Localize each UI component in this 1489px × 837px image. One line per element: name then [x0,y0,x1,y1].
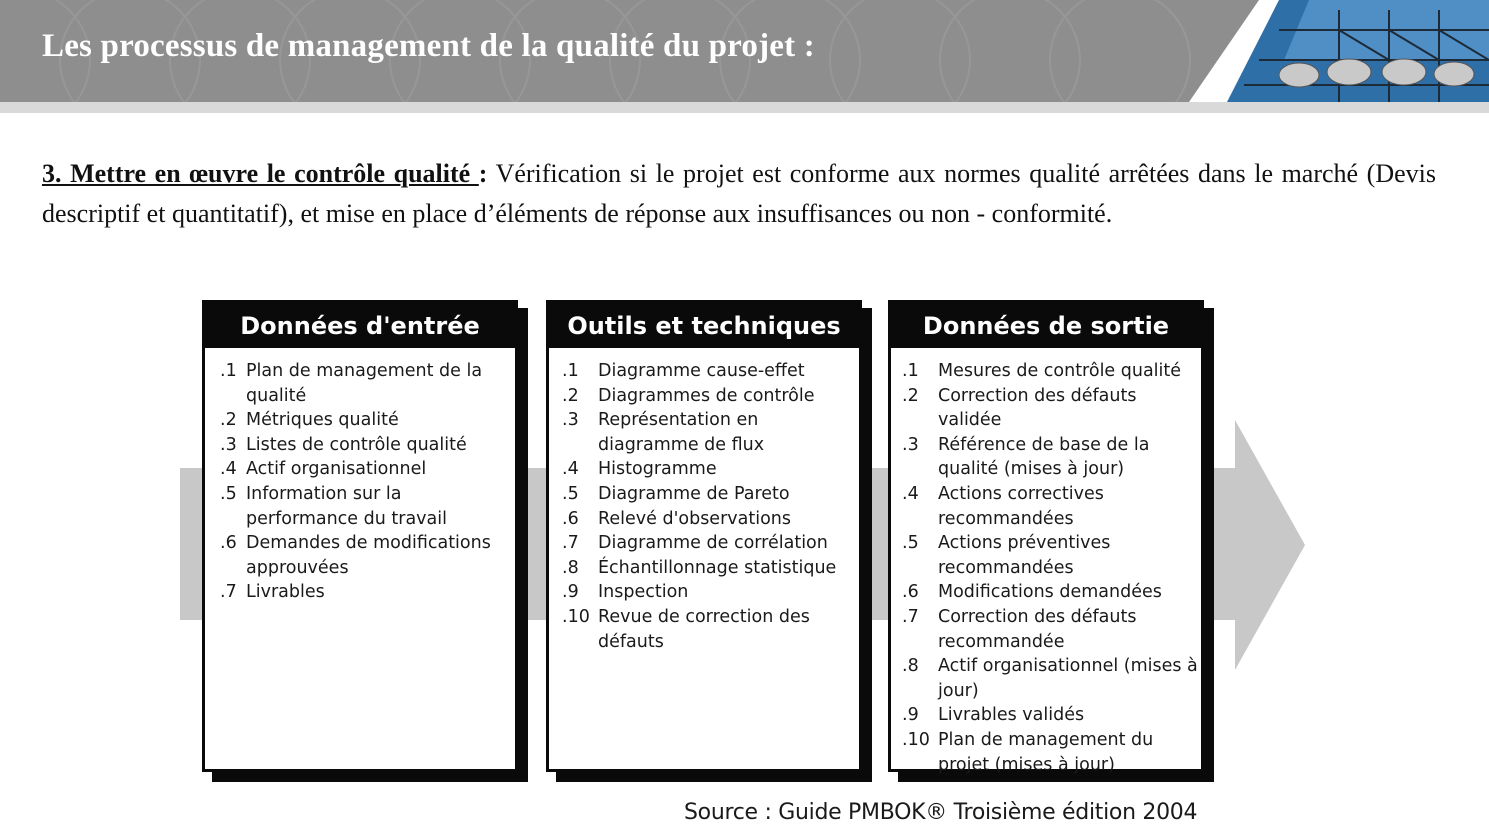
intro-lead: 3. Mettre en œuvre le contrôle qualité [42,159,479,188]
list-item-number: .9 [902,705,919,726]
source-caption: Source : Guide PMBOK® Troisième édition 2004 [684,800,1198,825]
list-item-number: .7 [562,533,579,554]
list-item [562,556,858,581]
list-item-text: Actif organisationnel [246,459,427,480]
list-item-text: Livrables [246,582,325,603]
list-item [562,482,858,507]
list-item-number: .8 [562,557,579,578]
list-item-number: .1 [220,361,237,381]
intro-text: Vérification si le projet est conforme aux normes qualité arrêtées dans le marché (Devis descriptif et quantitatif), et mise en place d’éléments de réponse aux insuffisances ou non - conformité. [42,159,1436,228]
list-item-text: Échantillonnage statistique [598,557,837,578]
list-item-text: Diagrammes de contrôle [598,385,815,406]
list-item-number: .10 [562,606,590,627]
list-item [220,359,510,408]
list-item [220,580,510,605]
list-item [220,482,510,531]
list-item-number: .3 [902,434,919,455]
list-item-text: Information sur la performance du travail [246,483,447,529]
list-item-text: Actions préventives recommandées [938,533,1111,578]
intro-colon: : [478,159,488,188]
list-item-number: .1 [902,361,919,381]
list-item-number: .2 [220,410,237,431]
list-item [902,359,1200,384]
list-item [562,531,858,556]
list-item-number: .6 [562,508,579,529]
list-item-text: Diagramme cause-effet [598,361,805,381]
list-item-text: Modifications demandées [938,582,1162,603]
list-item-number: .6 [902,582,919,603]
list-item-text: Actions correctives recommandées [938,483,1104,529]
list-item [902,482,1200,531]
list-item [902,384,1200,433]
list-item-text: Demandes de modifications approuvées [246,533,491,578]
list-item [902,531,1200,580]
list-item-number: .5 [220,483,237,504]
list-item-text: Livrables validés [938,705,1085,726]
outputs-list [902,359,1200,777]
list-item-text: Correction des défauts recommandée [938,606,1137,652]
list-item-text: Histogramme [598,459,717,480]
list-item-text: Métriques qualité [246,410,399,431]
list-item-number: .10 [902,729,930,750]
list-item-text: Plan de management du projet (mises à jour) [938,729,1154,775]
list-item-number: .8 [902,656,919,677]
list-item-number: .2 [902,385,919,406]
list-item [220,433,510,458]
list-item [220,457,510,482]
list-item-number: .7 [220,582,237,603]
list-item-number: .3 [220,434,237,455]
list-item [562,384,858,409]
list-item-text: Représentation en diagramme de flux [598,410,765,455]
list-item-number: .4 [562,459,579,480]
list-item [562,580,858,605]
list-item [902,433,1200,482]
list-item-number: .7 [902,606,919,627]
list-item-text: Revue de correction des défauts [598,606,810,652]
page-title: Les processus de management de la qualité du projet : [42,28,815,64]
list-item [220,408,510,433]
outputs-box-title: Données de sortie [888,302,1204,348]
list-item [562,605,858,654]
inputs-box-title: Données d'entrée [202,302,518,348]
list-item-text: Mesures de contrôle qualité [938,361,1182,381]
list-item-text: Plan de management de la qualité [246,361,483,406]
inputs-list [220,359,510,605]
list-item-number: .4 [902,483,919,504]
list-item-number: .5 [902,533,919,554]
list-item [902,728,1200,777]
list-item [562,408,858,457]
list-item-text: Référence de base de la qualité (mises à jour) [938,434,1150,480]
list-item [902,605,1200,654]
tools-list [562,359,858,654]
list-item-text: Inspection [598,582,689,603]
list-item [902,703,1200,728]
list-item [562,457,858,482]
list-item-number: .4 [220,459,237,480]
list-item-number: .3 [562,410,579,431]
list-item [562,507,858,532]
list-item-number: .5 [562,483,579,504]
list-item [562,359,858,384]
list-item-number: .1 [562,361,579,381]
list-item-text: Actif organisationnel (mises à jour) [938,656,1198,701]
list-item-number: .9 [562,582,579,603]
tools-box-title: Outils et techniques [546,302,862,348]
list-item-text: Correction des défauts validée [938,385,1137,431]
list-item-text: Diagramme de Pareto [598,483,790,504]
list-item-text: Relevé d'observations [598,508,791,529]
list-item [220,531,510,580]
list-item [902,580,1200,605]
list-item-text: Listes de contrôle qualité [246,434,467,455]
list-item-number: .6 [220,533,237,554]
list-item-number: .2 [562,385,579,406]
list-item [902,654,1200,703]
list-item-text: Diagramme de corrélation [598,533,828,554]
